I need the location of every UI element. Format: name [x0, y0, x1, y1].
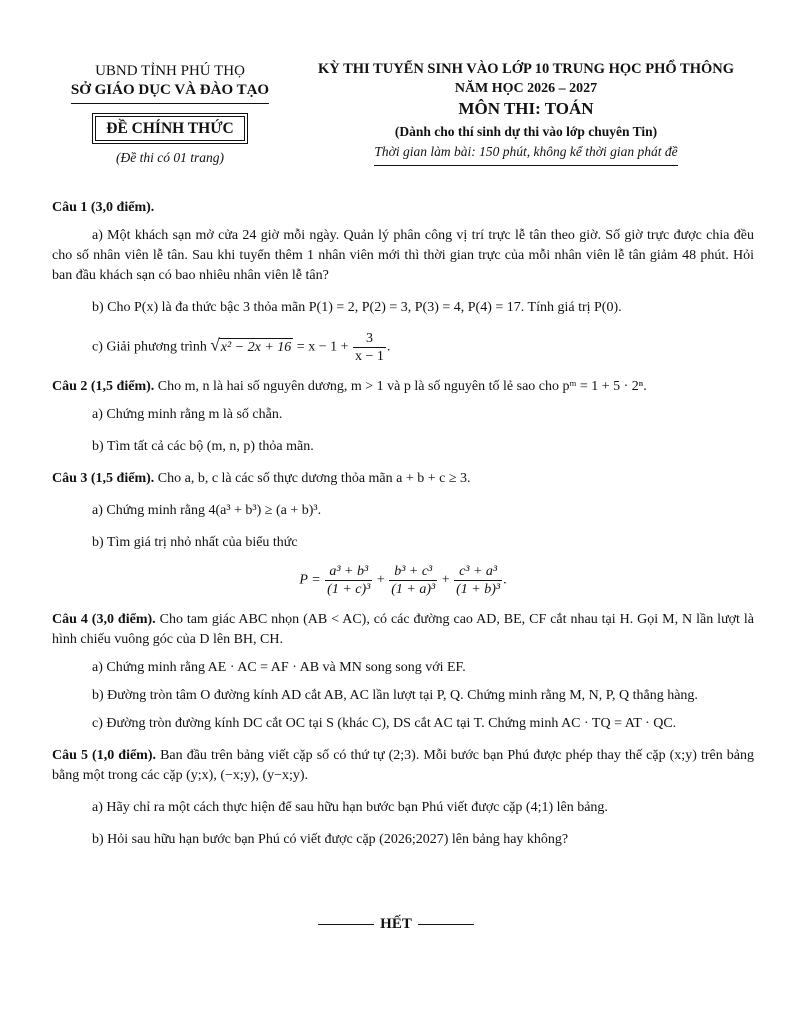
q3-a: a) Chứng minh rằng 4(a³ + b³) ≥ (a + b)³.: [92, 503, 322, 518]
province-name: UBND TỈNH PHÚ THỌ: [95, 63, 245, 79]
q2-stem: Câu 2 (1,5 điểm). Cho m, n là hai số nguyên dương, m > 1 và p là số nguyên tố lẻ sao cho pᵐ = 1 + 5 · 2ⁿ.: [52, 379, 647, 394]
official-stamp: ĐỀ CHÍNH THỨC: [95, 116, 244, 141]
subject: MÔN THI: TOÁN: [458, 99, 594, 118]
exam-content: [52, 198, 754, 850]
q4-a: a) Chứng minh rằng AE · AC = AF · AB và MN song song với EF.: [92, 660, 466, 675]
department-name: SỞ GIÁO DỤC VÀ ĐÀO TẠO: [52, 80, 288, 104]
q2-a: a) Chứng minh rằng m là số chẵn.: [92, 407, 283, 422]
q1-a: a) Một khách sạn mở cửa 24 giờ mỗi ngày. Quản lý phân công vị trí trực lễ tân theo giờ. Số giờ trực được chia đều cho số nhân viên lễ tân. Sau khi tuyển thêm 1 nhân viên mới thì thời gian trực của mỗi nhân viên lễ tân giảm 48 phút. Hỏi ban đầu khách sạn có bao nhiêu nhân viên lễ tân?: [52, 228, 754, 283]
time-limit: Thời gian làm bài: 150 phút, không kể thời gian phát đề: [296, 142, 756, 166]
audience: (Dành cho thí sinh dự thi vào lớp chuyên Tin): [394, 124, 658, 139]
q1-c-fraction: $\frac{3}{x - 1}$: [354, 331, 384, 364]
q3-stem: Câu 3 (1,5 điểm). Cho a, b, c là các số thực dương thỏa mãn a + b + c ≥ 3.: [52, 471, 471, 486]
q5-a: a) Hãy chỉ ra một cách thực hiện để sau hữu hạn bước bạn Phú viết được cặp (4;1) lên bảng.: [92, 800, 608, 815]
q5-stem: Câu 5 (1,0 điểm). Ban đầu trên bảng viết cặp số có thứ tự (2;3). Mỗi bước bạn Phú được phép thay thế cặp (x;y) trên bảng bằng một trong các cặp (y;x), (−x;y), (y−x;y).: [52, 748, 754, 783]
q1-c: c) Giải phương trình √x² − 2x + 16 = x − 1 + $\frac{3}{x - 1}$ .: [92, 331, 391, 364]
school-year: NĂM HỌC 2026 – 2027: [454, 81, 598, 96]
q4-c: c) Đường tròn đường kính DC cắt OC tại S (khác C), DS cắt AC tại T. Chứng minh AC · TQ = AT · QC.: [92, 716, 677, 731]
header-right: [296, 60, 756, 166]
q1-c-radicand: x² − 2x + 16: [220, 339, 292, 355]
q4-b: b) Đường tròn tâm O đường kính AD cắt AB, AC lần lượt tại P, Q. Chứng minh rằng M, N, P, Q thẳng hàng.: [92, 688, 698, 703]
pages-note: (Đề thi có 01 trang): [116, 150, 224, 165]
q3-expression: P = $\frac{\text{a³ + b³}}{\text{(1 + c)³}}$ + $\frac{\text{b³ + c³}}{\text{(1 + a)³}}$ + $\frac{\text{c³ + a³}}{\text{(1 + b)³}}$ .: [299, 564, 507, 597]
header-left: [52, 62, 288, 166]
q5-b: b) Hỏi sau hữu hạn bước bạn Phú có viết được cặp (2026;2027) lên bảng hay không?: [92, 832, 569, 847]
end-marker: HẾT: [0, 916, 792, 933]
q2-b: b) Tìm tất cả các bộ (m, n, p) thỏa mãn.: [92, 439, 314, 454]
q1-b: b) Cho P(x) là đa thức bậc 3 thỏa mãn P(1) = 2, P(2) = 3, P(3) = 4, P(4) = 17. Tính giá trị P(0).: [92, 300, 622, 315]
q1-title: Câu 1 (3,0 điểm).: [52, 200, 155, 215]
exam-title: KỲ THI TUYỂN SINH VÀO LỚP 10 TRUNG HỌC PHỔ THÔNG: [317, 61, 734, 77]
q3-b: b) Tìm giá trị nhỏ nhất của biểu thức: [92, 535, 298, 550]
q4-stem: Câu 4 (3,0 điểm). Cho tam giác ABC nhọn (AB < AC), có các đường cao AD, BE, CF cắt nhau tại H. Gọi M, N lần lượt là hình chiếu vuông góc của D lên BH, CH.: [52, 612, 755, 647]
